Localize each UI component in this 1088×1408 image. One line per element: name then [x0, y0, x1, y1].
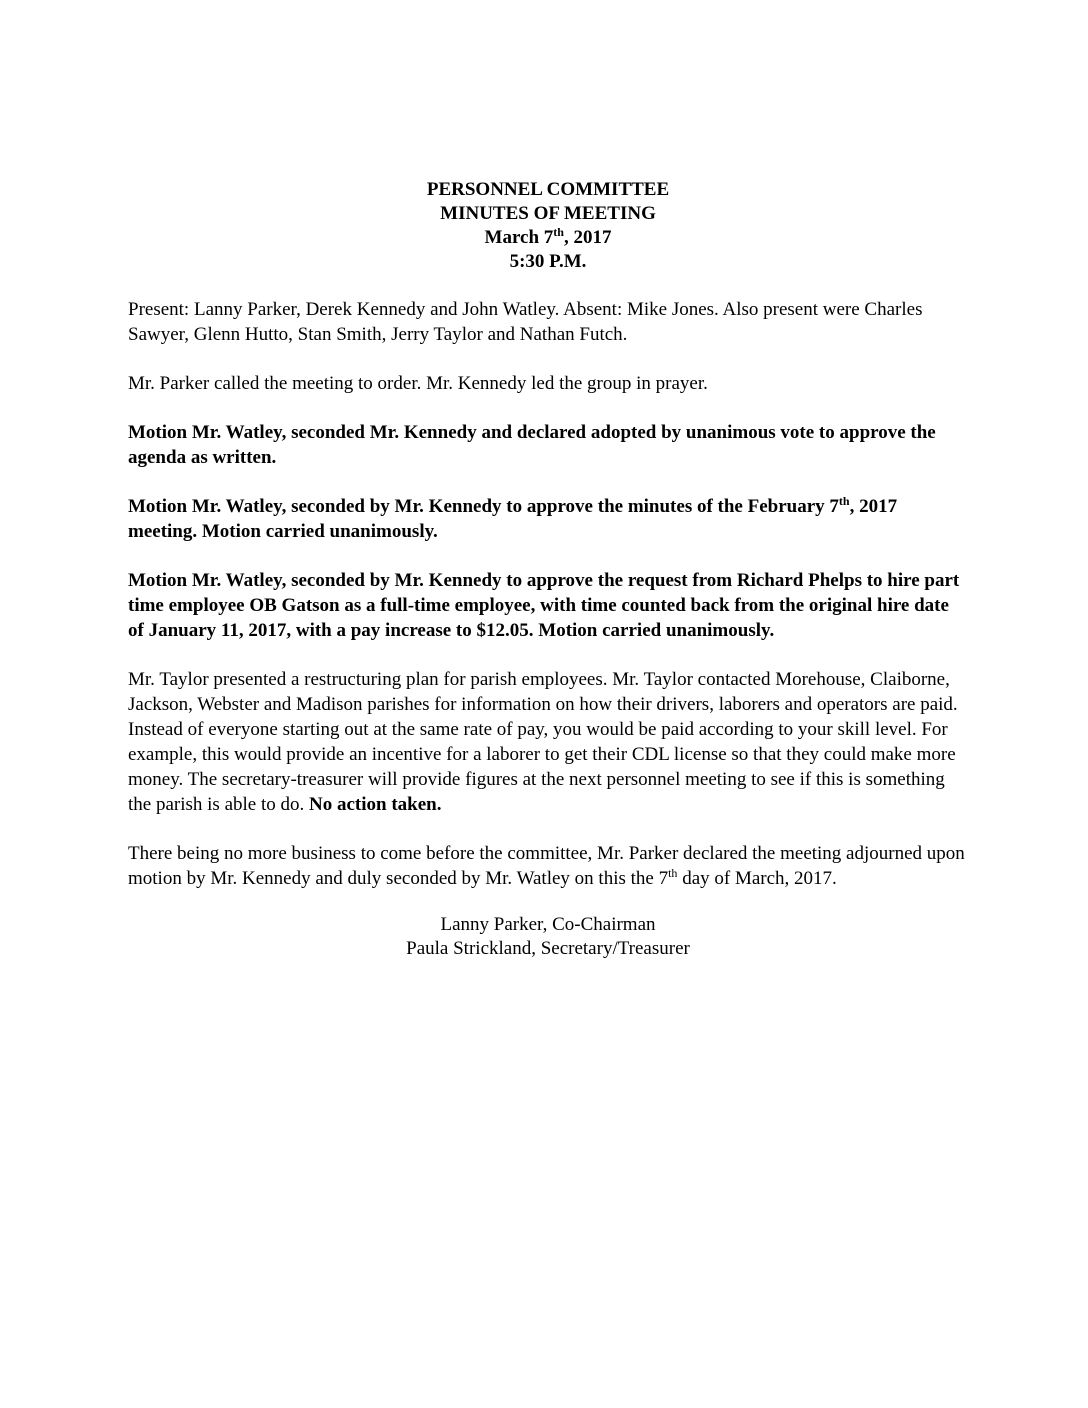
minutes-header: [128, 178, 968, 274]
meeting-date-ordinal: th: [553, 225, 564, 239]
minutes-body: [128, 178, 968, 961]
signature-chair: Lanny Parker, Co-Chairman: [440, 914, 656, 935]
call-to-order-paragraph: Mr. Parker called the meeting to order. Mr. Kennedy led the group in prayer.: [128, 373, 708, 394]
adjournment-ordinal: th: [668, 866, 678, 880]
minutes-subtitle: MINUTES OF MEETING: [440, 203, 656, 224]
restructuring-paragraph: [128, 667, 968, 817]
meeting-date-month-day: March 7: [484, 227, 554, 248]
motion-hire-paragraph: Motion Mr. Watley, seconded by Mr. Kennedy to approve the request from Richard Phelps to hire part time employee OB Gatson as a full-time employee, with time counted back from the original hire date of January 11, 2017, with a pay increase to $12.05. Motion carried unanimously.: [128, 570, 960, 641]
motion-minutes-ordinal: th: [838, 494, 850, 508]
signature-block: [128, 913, 968, 961]
meeting-date: [128, 226, 968, 250]
restructuring-text: Mr. Taylor presented a restructuring plan for parish employees. Mr. Taylor contacted Morehouse, Claiborne, Jackson, Webster and Madison parishes for information on how their drivers, laborers and operators are paid. Instead of everyone starting out at the same rate of pay, you would be paid according to your skill level. For example, this would provide an incentive for a laborer to get their CDL license so that they could make more money. The secretary-treasurer will provide figures at the next personnel meeting to see if this is something the parish is able to do.: [128, 669, 958, 815]
motion-minutes-text: Motion Mr. Watley, seconded by Mr. Kennedy to approve the minutes of the February 7: [128, 496, 839, 517]
adjournment-text: There being no more business to come before the committee, Mr. Parker declared the meeting adjourned upon motion by Mr. Kennedy and duly seconded by Mr. Watley on this the 7: [128, 843, 965, 889]
motion-agenda-paragraph: Motion Mr. Watley, seconded Mr. Kennedy and declared adopted by unanimous vote to approve the agenda as written.: [128, 422, 936, 468]
adjournment-text-end: day of March, 2017.: [677, 868, 837, 889]
committee-title: PERSONNEL COMMITTEE: [426, 179, 670, 200]
adjournment-paragraph: [128, 841, 968, 891]
attendance-paragraph: Present: Lanny Parker, Derek Kennedy and John Watley. Absent: Mike Jones. Also present were Charles Sawyer, Glenn Hutto, Stan Smith, Jerry Taylor and Nathan Futch.: [128, 299, 923, 345]
meeting-date-year: , 2017: [563, 227, 612, 248]
signature-secretary: Paula Strickland, Secretary/Treasurer: [406, 938, 690, 959]
motion-minutes-text-end: , 2017 meeting. Motion carried unanimously.: [128, 496, 898, 542]
meeting-time: 5:30 P.M.: [509, 251, 587, 272]
restructuring-action: No action taken.: [309, 794, 442, 815]
motion-minutes-paragraph: [128, 494, 968, 544]
